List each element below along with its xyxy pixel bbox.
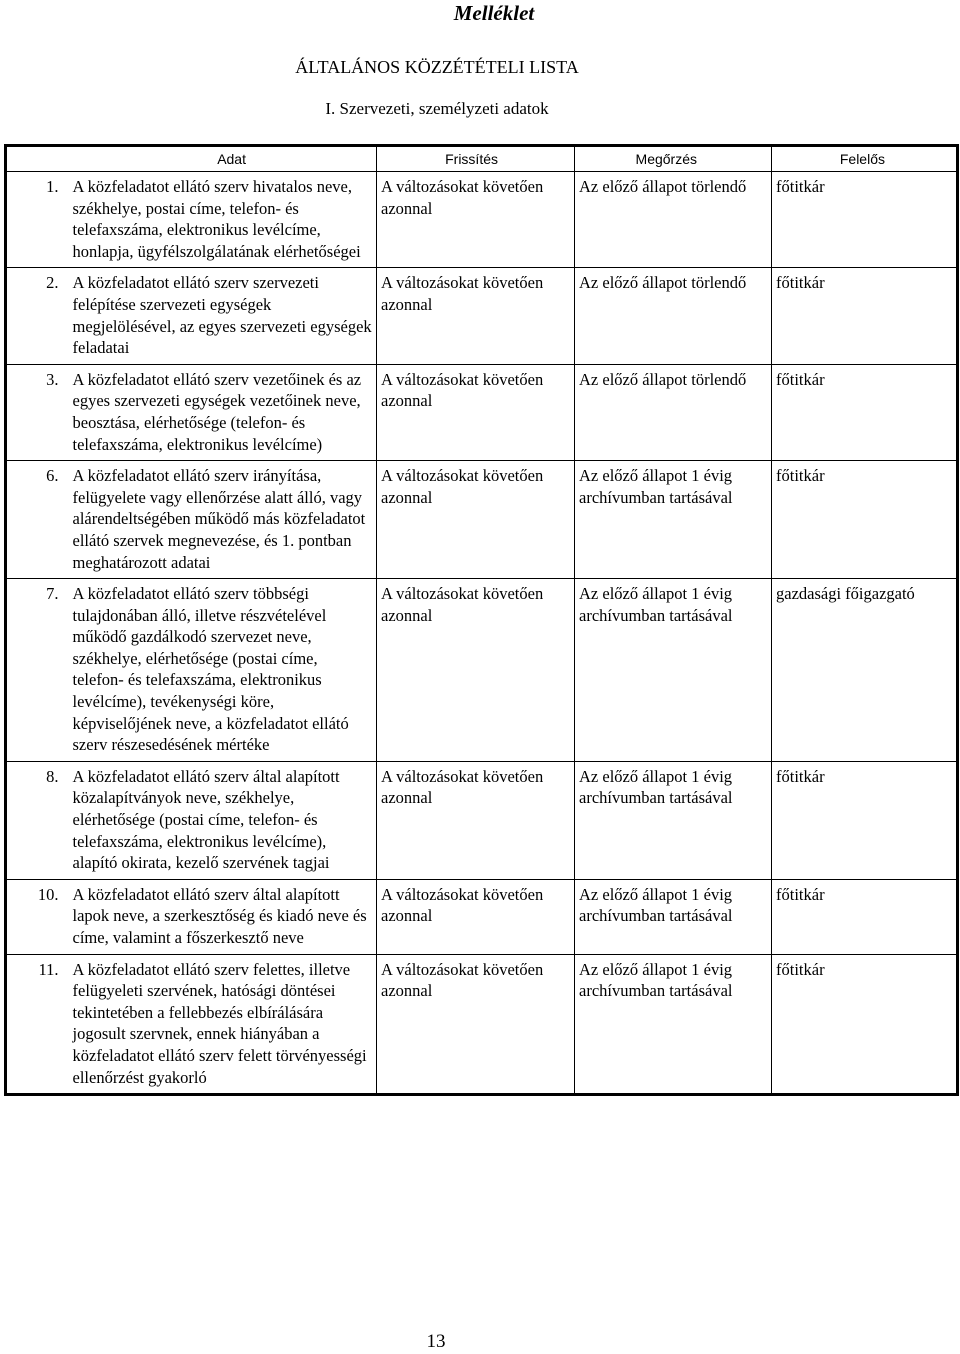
row-frissites: A változásokat követően azonnal: [377, 954, 575, 1095]
header-adat: Adat: [6, 146, 377, 172]
row-frissites: A változásokat követően azonnal: [377, 761, 575, 879]
row-felelos: gazdasági főigazgató: [772, 579, 958, 762]
row-adat: A közfeladatot ellátó szerv által alapított lapok neve, a szerkesztőség és kiadó neve és címe, valamint a főszerkesztő neve: [63, 879, 377, 954]
row-frissites: A változásokat követően azonnal: [377, 461, 575, 579]
row-megorzes: Az előző állapot törlendő: [575, 268, 772, 364]
row-adat: A közfeladatot ellátó szerv hivatalos neve, székhelye, postai címe, telefon- és telefaxszáma, elektronikus levélcíme, honlapja, ügyfélszolgálatának elérhetőségei: [63, 172, 377, 268]
row-felelos: főtitkár: [772, 761, 958, 879]
table-row: [6, 172, 958, 268]
row-adat: A közfeladatot ellátó szerv vezetőinek és az egyes szervezeti egységek vezetőinek neve, beosztása, elérhetősége (telefon- és telefaxszáma, elektronikus levélcíme): [63, 364, 377, 460]
row-adat: A közfeladatot ellátó szerv felettes, illetve felügyeleti szervének, hatósági döntései tekintetében a fellebbezés elbírálására jogosult szervnek, ennek hiányában a közfeladatot ellátó szerv felett törvényességi ellenőrzést gyakorló: [63, 954, 377, 1095]
row-megorzes: Az előző állapot törlendő: [575, 172, 772, 268]
table-header-row: [6, 146, 958, 172]
row-number: 2.: [6, 268, 63, 364]
row-frissites: A változásokat követően azonnal: [377, 364, 575, 460]
table-row: [6, 579, 958, 762]
row-frissites: A változásokat követően azonnal: [377, 879, 575, 954]
row-frissites: A változásokat követően azonnal: [377, 579, 575, 762]
table-row: [6, 364, 958, 460]
table-row: [6, 954, 958, 1095]
document-subtitle: ÁLTALÁNOS KÖZZÉTÉTELI LISTA: [295, 57, 579, 77]
row-felelos: főtitkár: [772, 364, 958, 460]
table-row: [6, 879, 958, 954]
row-number: 10.: [6, 879, 63, 954]
row-number: 3.: [6, 364, 63, 460]
row-megorzes: Az előző állapot 1 évig archívumban tartásával: [575, 879, 772, 954]
row-megorzes: Az előző állapot törlendő: [575, 364, 772, 460]
row-frissites: A változásokat követően azonnal: [377, 172, 575, 268]
row-adat: A közfeladatot ellátó szerv szervezeti felépítése szervezeti egységek megjelölésével, az egyes szervezeti egységek feladatai: [63, 268, 377, 364]
row-megorzes: Az előző állapot 1 évig archívumban tartásával: [575, 461, 772, 579]
row-felelos: főtitkár: [772, 268, 958, 364]
page-number: 13: [426, 1331, 446, 1352]
row-megorzes: Az előző állapot 1 évig archívumban tartásával: [575, 579, 772, 762]
row-felelos: főtitkár: [772, 461, 958, 579]
row-megorzes: Az előző állapot 1 évig archívumban tartásával: [575, 761, 772, 879]
row-adat: A közfeladatot ellátó szerv által alapított közalapítványok neve, székhelye, elérhetősége (postai címe, telefon- és telefaxszáma, elektronikus levélcíme), alapító okirata, kezelő szervének tagjai: [63, 761, 377, 879]
row-adat: A közfeladatot ellátó szerv többségi tulajdonában álló, illetve részvételével működő gazdálkodó szervezet neve, székhelye, elérhetősége (postai címe, telefon- és telefaxszáma, elektronikus levélcíme), tevékenységi köre, képviselőjének neve, a közfeladatot ellátó szerv részesedésének mértéke: [63, 579, 377, 762]
row-felelos: főtitkár: [772, 172, 958, 268]
row-number: 11.: [6, 954, 63, 1095]
header-frissites: Frissítés: [377, 146, 575, 172]
row-number: 8.: [6, 761, 63, 879]
section-heading: I. Szervezeti, személyzeti adatok: [325, 99, 549, 118]
table-row: [6, 268, 958, 364]
row-number: 1.: [6, 172, 63, 268]
table-row: [6, 761, 958, 879]
row-megorzes: Az előző állapot 1 évig archívumban tartásával: [575, 954, 772, 1095]
document-title: Melléklet: [453, 1, 535, 25]
header-felelos: Felelős: [772, 146, 958, 172]
table-row: [6, 461, 958, 579]
row-adat: A közfeladatot ellátó szerv irányítása, felügyelete vagy ellenőrzése alatt álló, vagy alárendeltségében működő más közfeladatot ellátó szervek megnevezése, és 1. pontban meghatározott adatai: [63, 461, 377, 579]
row-number: 7.: [6, 579, 63, 762]
row-number: 6.: [6, 461, 63, 579]
row-felelos: főtitkár: [772, 879, 958, 954]
row-felelos: főtitkár: [772, 954, 958, 1095]
disclosure-table: [4, 144, 959, 1096]
row-frissites: A változásokat követően azonnal: [377, 268, 575, 364]
header-megorzes: Megőrzés: [575, 146, 772, 172]
